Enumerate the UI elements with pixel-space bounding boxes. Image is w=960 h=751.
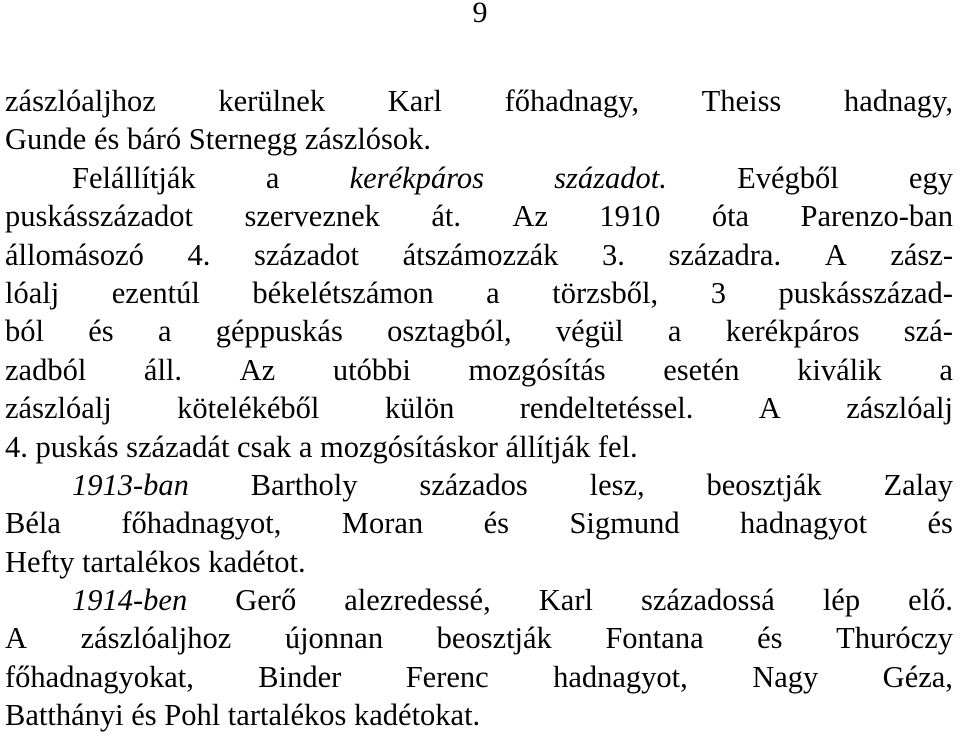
word: állomásozó (5, 237, 144, 272)
text-line (5, 312, 953, 350)
word: Karl (387, 84, 442, 118)
word: a (486, 275, 500, 310)
word: Thuróczy (836, 621, 953, 656)
text-line (5, 696, 953, 734)
word: 1910 (599, 199, 661, 234)
text-line (5, 658, 953, 696)
word: és (757, 621, 783, 656)
word: szá- (903, 314, 953, 349)
text-line (5, 428, 953, 466)
word: százados (419, 467, 528, 502)
word: Nagy (752, 659, 819, 694)
text-line (5, 159, 953, 197)
word: századot (254, 237, 359, 272)
word: Parenzo-ban (800, 199, 953, 234)
word: kerülnek (218, 84, 326, 118)
word: esetén (663, 352, 740, 387)
word: A (5, 621, 28, 656)
word: Az (512, 199, 548, 234)
word: Zalay (883, 467, 953, 502)
word: géppuskás (215, 314, 343, 349)
word: századra. (668, 237, 782, 272)
word: át. (431, 199, 461, 234)
word: ból (5, 314, 44, 349)
word: 4. (187, 237, 211, 272)
word: Evégből (737, 160, 839, 195)
word: Géza, (882, 659, 953, 694)
word: lesz, (589, 467, 645, 502)
word: alezredessé, (344, 583, 491, 618)
word: és (927, 506, 953, 541)
word: főhadnagyot, (121, 506, 282, 541)
text-line (5, 543, 953, 581)
word: főhadnagyokat, (5, 659, 194, 694)
word: és (88, 314, 114, 349)
word: lép (822, 583, 861, 618)
word: Sigmund (569, 506, 680, 541)
word: és (483, 506, 510, 541)
year-italic: 1913-ban (72, 467, 189, 502)
word: külön (384, 391, 455, 426)
word: 3 (710, 275, 726, 310)
word-italic: századot. (554, 160, 667, 195)
word: békelétszámon (252, 275, 434, 310)
word: zászlóalj (846, 391, 953, 426)
word: zadból (5, 352, 87, 387)
text-line (5, 120, 953, 158)
word: lóalj (5, 275, 60, 310)
year-italic: 1914-ben (72, 583, 188, 618)
text-line (5, 466, 953, 504)
word: A (824, 237, 847, 272)
word: Ferenc (405, 659, 489, 694)
word: törzsből, (552, 275, 659, 310)
text-line (5, 351, 953, 389)
text-line (5, 274, 953, 312)
word: végül (555, 314, 624, 349)
text-line (5, 236, 953, 274)
word: újonnan (284, 621, 384, 656)
text-line (5, 619, 953, 657)
text-line (5, 197, 953, 235)
word: hadnagyot, (553, 659, 688, 694)
word: főhadnagy, (504, 84, 640, 118)
word: beosztják (706, 467, 822, 502)
text-line (5, 389, 953, 427)
word: átszámozzák (402, 237, 559, 272)
word: zászlóaljhoz (5, 84, 156, 118)
word: osztagból, (387, 314, 512, 349)
word: a (667, 314, 682, 349)
word: kiválik (797, 352, 882, 387)
word: Az (239, 352, 276, 387)
text-line (5, 504, 953, 542)
word: a (157, 314, 172, 349)
word: Moran (341, 506, 424, 541)
sentence: Gunde és báró Sternegg zászlósok. (5, 122, 432, 157)
word: utóbbi (332, 352, 411, 387)
word: beosztják (436, 621, 552, 656)
sentence: 4. puskás századát csak a mozgósításkor állítják fel. (5, 429, 638, 464)
word: Felállítják (72, 160, 196, 195)
word: Béla (5, 506, 61, 541)
word: rendeltetéssel. (519, 391, 694, 426)
word: hadnagyot (740, 506, 868, 541)
page-number: 9 (472, 0, 488, 29)
word: áll. (143, 352, 183, 387)
word: szerveznek (244, 199, 380, 234)
word: Bartholy (250, 467, 358, 502)
word: egy (908, 160, 953, 195)
word: puskásszázadot (5, 199, 194, 234)
word: a (939, 352, 953, 387)
word: Karl (538, 583, 593, 618)
word: hadnagy, (843, 84, 953, 118)
word: zászlóalj (5, 391, 112, 426)
word: A (758, 391, 781, 426)
text-line (5, 82, 953, 120)
sentence: Batthányi és Pohl tartalékos kadétokat. (5, 698, 481, 733)
word: Fontana (605, 621, 704, 656)
word: 3. (602, 237, 625, 272)
word: zászlóaljhoz (80, 621, 232, 656)
word: Theiss (701, 84, 782, 118)
word: századossá (640, 583, 775, 618)
word-italic: kerékpáros (349, 160, 484, 195)
word: Binder (258, 659, 342, 694)
word: ezentúl (111, 275, 200, 310)
text-line (5, 581, 953, 619)
word: mozgósítás (468, 352, 606, 387)
word: elő. (908, 583, 953, 618)
word: kerékpáros (725, 314, 860, 349)
word: zász- (890, 237, 953, 272)
word: a (265, 160, 280, 195)
sentence: Hefty tartalékos kadétot. (5, 544, 306, 579)
word: puskásszázad- (778, 275, 953, 310)
word: kötelékéből (177, 391, 320, 426)
word: Gerő (235, 583, 297, 618)
body-text (5, 82, 953, 735)
word: óta (711, 199, 750, 234)
